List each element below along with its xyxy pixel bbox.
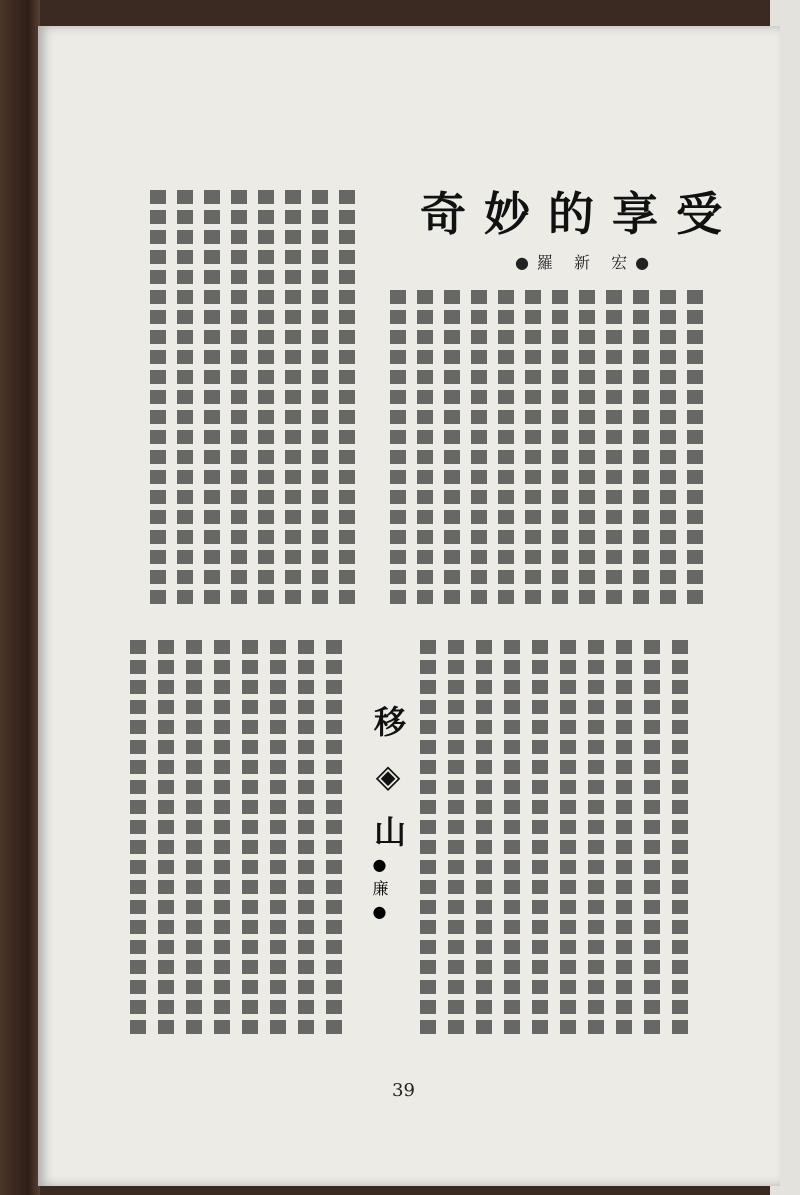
text-column-placeholder: [186, 640, 202, 1040]
text-column-placeholder: [476, 640, 492, 1040]
text-column-placeholder: [390, 290, 406, 610]
text-column-placeholder: [471, 290, 487, 610]
text-column-placeholder: [444, 290, 460, 610]
text-column-placeholder: [579, 290, 595, 610]
text-column-placeholder: [339, 190, 355, 610]
text-column-placeholder: [285, 190, 301, 610]
text-column-placeholder: [130, 640, 146, 1040]
page-number: 39: [392, 1080, 415, 1101]
text-column-placeholder: [158, 640, 174, 1040]
text-column-placeholder: [606, 290, 622, 610]
text-column-placeholder: [560, 640, 576, 1040]
text-column-placeholder: [204, 190, 220, 610]
text-column-placeholder: [687, 290, 703, 610]
book-binding: [0, 0, 40, 1195]
text-column-placeholder: [660, 290, 676, 610]
text-column-placeholder: [633, 290, 649, 610]
article-author: ●羅 新 宏●: [515, 253, 658, 272]
text-column-placeholder: [616, 640, 632, 1040]
text-column-placeholder: [298, 640, 314, 1040]
text-column-placeholder: [326, 640, 342, 1040]
text-column-placeholder: [644, 640, 660, 1040]
text-column-placeholder: [417, 290, 433, 610]
text-column-placeholder: [258, 190, 274, 610]
second-article-author: ●廉●: [370, 855, 389, 927]
text-column-placeholder: [588, 640, 604, 1040]
text-column-placeholder: [420, 640, 436, 1040]
text-column-placeholder: [525, 290, 541, 610]
text-column-placeholder: [448, 640, 464, 1040]
text-column-placeholder: [214, 640, 230, 1040]
text-column-placeholder: [504, 640, 520, 1040]
text-column-placeholder: [177, 190, 193, 610]
text-column-placeholder: [532, 640, 548, 1040]
text-column-placeholder: [498, 290, 514, 610]
text-column-placeholder: [150, 190, 166, 610]
text-column-placeholder: [552, 290, 568, 610]
text-column-placeholder: [231, 190, 247, 610]
second-article-title: 移◈山: [369, 705, 407, 867]
text-column-placeholder: [672, 640, 688, 1040]
text-column-placeholder: [312, 190, 328, 610]
text-column-placeholder: [270, 640, 286, 1040]
text-column-placeholder: [242, 640, 258, 1040]
article-title: 奇妙的享受: [420, 187, 740, 241]
